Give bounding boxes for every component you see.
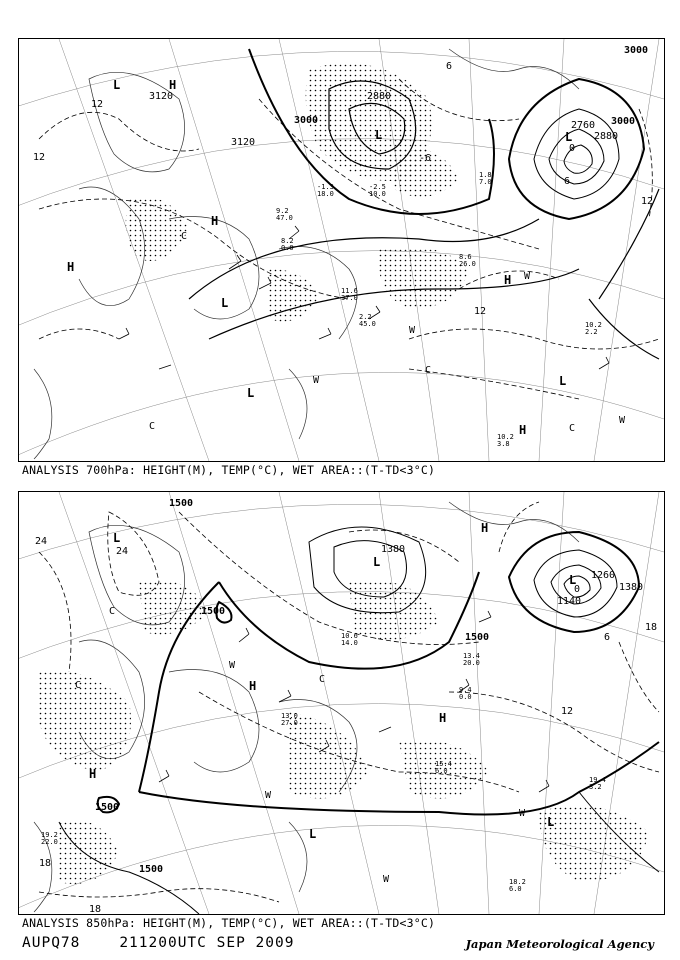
chart-datetime: 211200UTC SEP 2009 <box>119 935 295 951</box>
station-dewpoint-depression: 37.0 <box>341 294 358 302</box>
height-label: 1500 <box>95 802 120 813</box>
cold-label: C <box>319 674 326 685</box>
station-temp: 15.4 <box>435 760 452 768</box>
warm-label: W <box>519 808 526 819</box>
station-dewpoint-depression: 2.2 <box>585 328 598 336</box>
isotherm-label: 12 <box>561 706 574 717</box>
height-label: 2880 <box>594 131 619 142</box>
wind-barbs <box>119 226 609 369</box>
height-label: 1500 <box>465 632 490 643</box>
low-center-marker: L <box>547 815 555 829</box>
cold-label: C <box>425 365 432 376</box>
station-dewpoint-depression: 10.0 <box>369 190 386 198</box>
station-temp: 8.2 <box>281 237 294 245</box>
cold-label: C <box>569 423 576 434</box>
height-label: 2760 <box>571 120 596 131</box>
high-center-marker: H <box>211 214 219 228</box>
height-label: 3000 <box>294 115 319 126</box>
chart-id-code: AUPQ78 <box>22 935 81 951</box>
height-label: 1500 <box>169 498 194 509</box>
station-dewpoint-depression: 3.2 <box>589 783 602 791</box>
low-center-marker: L <box>247 386 255 400</box>
height-label: 1500 <box>139 864 164 875</box>
isotherm-label: 18 <box>39 858 52 869</box>
chart-850hpa-svg <box>19 492 664 914</box>
station-temp: 9.2 <box>276 207 289 215</box>
map-panel-700hpa <box>18 38 665 462</box>
high-center-marker: H <box>439 711 447 725</box>
high-center-marker: H <box>504 273 512 287</box>
isotherm-label: 12 <box>91 99 104 110</box>
isotherm-label: 12 <box>33 152 46 163</box>
isotherm-label: 18 <box>645 622 658 633</box>
low-center-marker: L <box>309 827 317 841</box>
cold-label: C <box>149 421 156 432</box>
isotherm-label: 0 <box>574 584 581 595</box>
station-temp: 1.8 <box>479 171 492 179</box>
station-dewpoint-depression: 26.0 <box>459 260 476 268</box>
station-dewpoint-depression: 6.0 <box>435 767 448 775</box>
chart-identifier <box>22 935 294 951</box>
height-label: 1500 <box>201 606 226 617</box>
station-temp: 10.2 <box>585 321 602 329</box>
station-temp: 18.2 <box>509 878 526 886</box>
low-center-marker: L <box>559 374 567 388</box>
station-temp: 11.6 <box>341 287 358 295</box>
station-dewpoint-depression: 14.0 <box>341 639 358 647</box>
station-dewpoint-depression: 45.0 <box>359 320 376 328</box>
cold-label: C <box>181 231 188 242</box>
station-temp: -1.3 <box>317 183 334 191</box>
isotherm-label: 6 <box>446 61 453 72</box>
wet-areas <box>39 580 649 884</box>
panel-caption-850hpa: ANALYSIS 850hPa: HEIGHT(M), TEMP(°C), WET AREA::(T-TD<3°C) <box>22 916 436 930</box>
high-center-marker: H <box>249 679 257 693</box>
low-center-marker: L <box>221 296 229 310</box>
isotherm-label: 0 <box>569 143 576 154</box>
station-temp: 8.6 <box>459 253 472 261</box>
isotherm-label: -6 <box>419 153 432 164</box>
height-label: 1380 <box>619 582 644 593</box>
station-temp: 10.6 <box>341 632 358 640</box>
agency-name: Japan Meteorological Agency <box>465 937 654 951</box>
height-label: 2880 <box>367 91 392 102</box>
station-dewpoint-depression: 6.0 <box>509 885 522 893</box>
warm-label: W <box>409 325 416 336</box>
low-center-marker: L <box>569 573 577 587</box>
map-panel-850hpa <box>18 491 665 915</box>
warm-label: W <box>383 874 390 885</box>
height-label: 1260 <box>591 570 616 581</box>
station-temp: 2.2 <box>359 313 372 321</box>
height-label: 1140 <box>557 596 582 607</box>
low-center-marker: L <box>113 78 121 92</box>
station-dewpoint-depression: 22.0 <box>41 838 58 846</box>
high-center-marker: H <box>169 78 177 92</box>
low-center-marker: L <box>375 128 383 142</box>
coastlines <box>34 49 579 459</box>
station-temp: 9.4 <box>459 686 472 694</box>
isotherm-label: 6 <box>604 632 611 643</box>
cold-label: C <box>75 680 82 691</box>
high-center-marker: H <box>67 260 75 274</box>
height-label: 1380 <box>381 544 406 555</box>
warm-label: W <box>313 375 320 386</box>
station-dewpoint-depression: 3.8 <box>497 440 510 448</box>
station-temp: 19.2 <box>41 831 58 839</box>
wet-areas <box>126 63 469 321</box>
station-dewpoint-depression: 27.0 <box>281 719 298 727</box>
warm-label: W <box>619 415 626 426</box>
low-center-marker: L <box>113 531 121 545</box>
warm-label: W <box>524 271 531 282</box>
height-label: 3000 <box>624 45 649 56</box>
low-center-marker: L <box>565 130 573 144</box>
isotherm-label: 6 <box>564 176 571 187</box>
low-center-marker: L <box>373 555 381 569</box>
station-temp: 13.0 <box>281 712 298 720</box>
high-center-marker: H <box>89 767 97 781</box>
station-temp: 19.4 <box>589 776 606 784</box>
chart-700hpa-svg <box>19 39 664 461</box>
station-dewpoint-depression: 0.0 <box>281 244 294 252</box>
height-label: 3000 <box>611 116 636 127</box>
station-temp: 10.2 <box>497 433 514 441</box>
isotherm-label: 12 <box>641 196 654 207</box>
station-temp: 13.4 <box>463 652 480 660</box>
isotherm-label: 24 <box>116 546 129 557</box>
isotherm-label: 24 <box>35 536 48 547</box>
station-temp: -2.5 <box>369 183 386 191</box>
isotherm-label: 18 <box>89 904 102 914</box>
station-dewpoint-depression: 7.0 <box>479 178 492 186</box>
cold-label: C <box>109 606 116 617</box>
height-label: 3120 <box>231 137 256 148</box>
panel-caption-700hpa: ANALYSIS 700hPa: HEIGHT(M), TEMP(°C), WET AREA::(T-TD<3°C) <box>22 463 436 477</box>
station-dewpoint-depression: 47.0 <box>276 214 293 222</box>
station-dewpoint-depression: 18.0 <box>317 190 334 198</box>
high-center-marker: H <box>481 521 489 535</box>
station-dewpoint-depression: 0.0 <box>459 693 472 701</box>
station-dewpoint-depression: 20.0 <box>463 659 480 667</box>
high-center-marker: H <box>519 423 527 437</box>
isotherm-label: 12 <box>474 306 487 317</box>
warm-label: W <box>265 790 272 801</box>
warm-label: W <box>229 660 236 671</box>
height-label: 3120 <box>149 91 174 102</box>
